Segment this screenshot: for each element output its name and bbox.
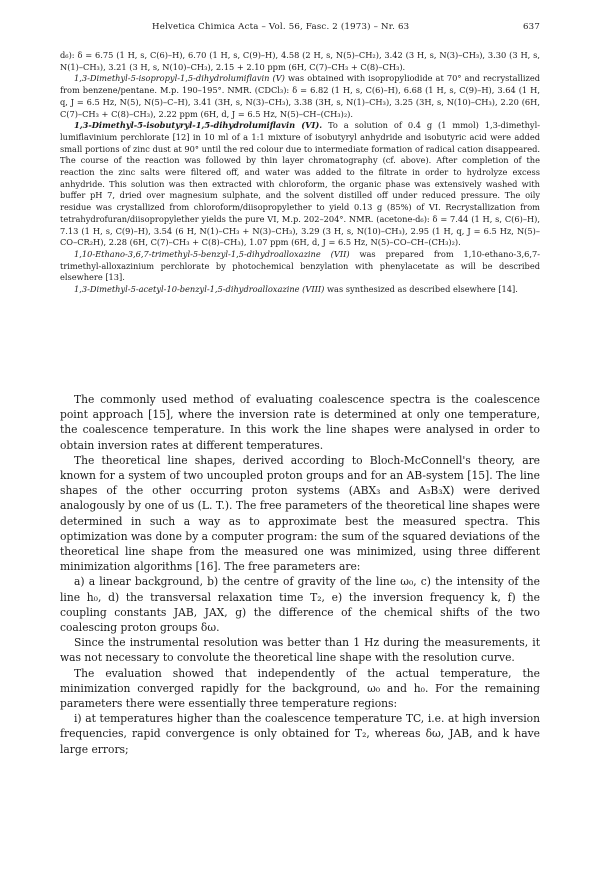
compound-title: 1,10-Ethano-3,6,7-trimethyl-5-benzyl-1,5-dihydroalloxazine (VII) bbox=[74, 248, 350, 259]
compound-viii-paragraph bbox=[60, 284, 540, 296]
body-paragraph: The evaluation showed that independently of the actual temperature, the minimization converged rapidly for the background, ω₀ and h₀. For the remaining parameters there were essentially three temperature regions: bbox=[60, 666, 540, 711]
compound-title: 1,3-Dimethyl-5-isobutyryl-1,5-dihydrolumiflavin (VI). bbox=[74, 120, 323, 131]
body-paragraph: The theoretical line shapes, derived according to Bloch-McConnell's theory, are known for a system of two uncoupled proton groups and for an AB-system [15]. The line shapes of the other occurring proton systems (ABX₃ and A₃B₃X) were derived analogously by one of us (L. T.). The free parameters of the theoretical line shapes were determined in such a way as to approximate best the measured spectra. This optimization was done by a computer program: the sum of the squared deviations of the theoretical line shape from the measured one was minimized, using three different minimization algorithms [16]. The free parameters are: bbox=[60, 453, 540, 574]
page-number: 637 bbox=[522, 22, 540, 32]
parameter-list-paragraph: a) a linear background, b) the centre of gravity of the line ω₀, c) the intensity of the line h₀, d) the transversal relaxation time T₂, e) the inversion frequency k, f) the coupling constants JAB, JAX, g) the difference of the chemical shifts of the two coalescing proton groups δω. bbox=[60, 575, 540, 635]
body-paragraph: Since the instrumental resolution was better than 1 Hz during the measurements, it was not necessary to convolute the theoretical line shape with the resolution curve. bbox=[60, 636, 540, 665]
paragraph-text: d₆): δ = 6.75 (1 H, s, C(6)–H), 6.70 (1 H, s, C(9)–H), 4.58 (2 H, s, N(5)–CH₂), 3.42 (3 H, s, N(3)–CH₃), 3.30 (3 H, s, N(1)–CH₃), 3.21 (3 H, s, N(10)–CH₃), 2.15 + 2.10 ppm (6H, C(7)–CH₃ + C(8)–CH₃). bbox=[60, 50, 540, 72]
paragraph-text: was obtained with isopropyliodide at 70° and recrystallized from benzene/pentane. M.p. 190–195°. NMR. (CDCl₃): δ = 6.82 (1 H, s, C(6)–H), 6.68 (1 H, s, C(9)–H), 3.64 (1 H, q, J = 6.5 Hz, N(5), N(5)–C–H), 3.41 (3H, s, N(3)–CH₃), 3.38 (3H, s, N(1)–CH₃), 3.25 (3H, s, N(10)–CH₃), 2.20 (6H, C(7)–CH₃ + C(8)–CH₃), 2.22 ppm (6H, d, J = 6.5 Hz, N(5)–CH–(CH₃)₂). bbox=[60, 73, 541, 119]
temperature-region-item: i) at temperatures higher than the coalescence temperature TC, i.e. at high inversion frequencies, rapid convergence is only obtained for T₂, whereas δω, JAB, and k have large errors; bbox=[60, 712, 540, 756]
compound-vii-paragraph bbox=[60, 249, 540, 284]
experimental-section bbox=[60, 50, 540, 296]
paragraph-text: To a solution of 0.4 g (1 mmol) 1,3-dimethyl-lumiflavinium perchlorate [12] in 10 ml of a 1:1 mixture of isobutyryl anhydride and isobutyric acid were added small portions of zinc dust at 90° until the red colour due to intermediate formation of radical cation disappeared. The course of the reaction was followed by thin layer chromatography (cf. above). After completion of the reaction the zinc salts were filtered off, and water was added to the filtrate in order to hydrolyze excess anhydride. This solution was then extracted with chloroform, the organic phase was extensively washed with buffer pH 7, dried over magnesium sulphate, and the solvent distilled off under reduced pressure. The oily residue was crystallized from chloroform/diisopropylether to yield 0.13 g (85%) of VI. Recrystallization from tetrahydrofuran/diisopropylether yields the pure VI, M.p. 202–204°. NMR. (acetone-d₆): δ = 7.44 (1 H, s, C(6)–H), 7.13 (1 H, s, C(9)–H), 3.54 (6 H, N(1)–CH₃ + N(3)–CH₃), 3.29 (3 H, s, N(10)–CH₃), 2.95 (1 H, q, J = 6.5 Hz, N(5)–CO–CR₂H), 2.28 (6H, C(7)–CH₃ + C(8)–CH₃), 1.07 ppm (6H, d, J = 6.5 Hz, N(5)–CO–CH–(CH₃)₂). bbox=[60, 120, 540, 248]
paragraph-text: was synthesized as described elsewhere [14]. bbox=[324, 284, 518, 295]
compound-title: 1,3-Dimethyl-5-acetyl-10-benzyl-1,5-dihydroalloxazine (VIII) bbox=[74, 284, 325, 295]
main-text bbox=[60, 392, 540, 757]
compound-v-paragraph bbox=[60, 73, 540, 120]
compound-title: 1,3-Dimethyl-5-isopropyl-1,5-dihydrolumiflavin (V) bbox=[74, 73, 285, 84]
body-paragraph: The commonly used method of evaluating coalescence spectra is the coalescence point approach [15], where the inversion rate is determined at only one temperature, the coalescence temperature. In this work the line shapes were analysed in order to obtain inversion rates at different temperatures. bbox=[60, 393, 540, 452]
paragraph-text: was prepared from 1,10-ethano-3,6,7-trimethyl-alloxazinium perchlorate by photochemical benzylation with phenylacetate as will be described elsewhere [13]. bbox=[60, 248, 540, 283]
compound-vi-paragraph bbox=[60, 120, 540, 249]
nmr-continuation bbox=[60, 50, 540, 73]
running-title: Helvetica Chimica Acta – Vol. 56, Fasc. 2 (1973) – Nr. 63 bbox=[152, 22, 410, 32]
